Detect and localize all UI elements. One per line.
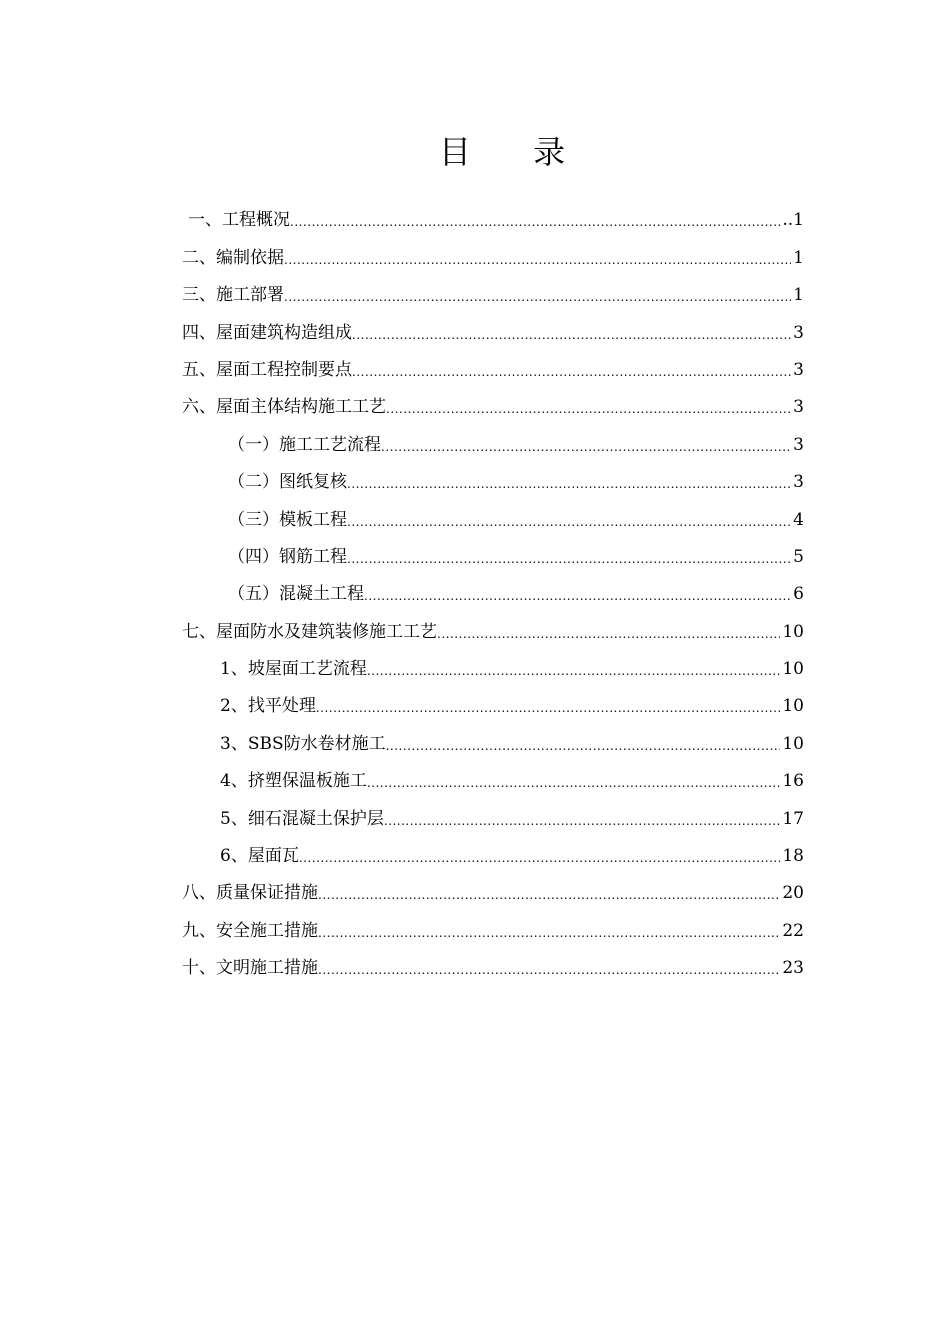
toc-entry-label: 六、屋面主体结构施工工艺: [182, 397, 386, 418]
toc-entry-label: 十、文明施工措施: [182, 958, 318, 979]
toc-entry-label: 三、施工部署: [182, 285, 284, 306]
toc-entry-page: 17: [782, 808, 804, 829]
toc-entry-label: 一、工程概况: [188, 210, 290, 231]
toc-leader-dots: [352, 320, 791, 350]
toc-leader-dots: [318, 880, 780, 910]
toc-entry-page: 1: [793, 247, 804, 268]
toc-entry-label: 4、挤塑保温板施工: [220, 771, 367, 792]
toc-entry-label: 五、屋面工程控制要点: [182, 359, 352, 380]
toc-entry-page: 10: [782, 733, 804, 754]
toc-leader-dots: [347, 469, 791, 499]
toc-entry-label: （一）施工工艺流程: [228, 434, 381, 455]
toc-entry[interactable]: [182, 202, 804, 239]
toc-leader-dots: [318, 955, 780, 985]
toc-leader-dots: [284, 282, 791, 312]
toc-entry-page: 22: [782, 920, 804, 941]
toc-entry-page: 3: [793, 322, 804, 343]
toc-entry-label: 3、SBS防水卷材施工: [220, 733, 386, 754]
toc-entry-page: 6: [793, 584, 804, 605]
toc-entry-page: 10: [782, 659, 804, 680]
toc-leader-dots: [347, 507, 791, 537]
toc-leader-dots: [299, 843, 781, 873]
toc-entry-page: ..1: [782, 210, 804, 231]
toc-entry-page: 4: [793, 509, 804, 530]
toc-entry-label: （二）图纸复核: [228, 472, 347, 493]
toc-entry-page: 16: [782, 771, 804, 792]
toc-leader-dots: [347, 544, 791, 574]
toc-subentry[interactable]: [182, 838, 804, 875]
toc-entry-label: （五）混凝土工程: [228, 584, 364, 605]
toc-entry-page: 5: [793, 546, 804, 567]
toc-leader-dots: [381, 432, 791, 462]
toc-entry-label: （四）钢筋工程: [228, 546, 347, 567]
toc-subentry[interactable]: [182, 725, 804, 762]
toc-leader-dots: [318, 918, 780, 948]
toc-entry-label: 5、细石混凝土保护层: [220, 808, 384, 829]
toc-entry[interactable]: [182, 875, 804, 912]
toc-leader-dots: [386, 731, 781, 761]
toc-entry-page: 3: [793, 397, 804, 418]
toc-entry-label: 6、屋面瓦: [220, 846, 299, 867]
toc-entry-label: 九、安全施工措施: [182, 920, 318, 941]
toc-subentry[interactable]: [182, 464, 804, 501]
toc-entry[interactable]: [182, 613, 804, 650]
toc-subentry[interactable]: [182, 651, 804, 688]
toc-entry-label: 八、质量保证措施: [182, 883, 318, 904]
toc-entry-label: 2、找平处理: [220, 696, 316, 717]
toc-entry-label: 四、屋面建筑构造组成: [182, 322, 352, 343]
toc-entry-label: 二、编制依据: [182, 247, 284, 268]
toc-entry[interactable]: [182, 314, 804, 351]
toc-leader-dots: [316, 693, 781, 723]
toc-subentry[interactable]: [182, 800, 804, 837]
toc-entry-page: 10: [782, 621, 804, 642]
toc-entry-page: 3: [793, 472, 804, 493]
toc-entry[interactable]: [182, 950, 804, 987]
toc-entry[interactable]: [182, 239, 804, 276]
toc-entry[interactable]: [182, 389, 804, 426]
toc-subentry[interactable]: [182, 426, 804, 463]
toc-entry-label: 七、屋面防水及建筑装修施工工艺: [182, 621, 437, 642]
toc-list: [182, 202, 804, 987]
toc-entry-page: 1: [793, 285, 804, 306]
toc-entry-label: 1、坡屋面工艺流程: [220, 659, 367, 680]
toc-leader-dots: [290, 207, 780, 237]
toc-subentry[interactable]: [182, 576, 804, 613]
toc-entry[interactable]: [182, 277, 804, 314]
toc-entry-page: 10: [782, 696, 804, 717]
toc-entry-label: （三）模板工程: [228, 509, 347, 530]
toc-subentry[interactable]: [182, 688, 804, 725]
toc-subentry[interactable]: [182, 763, 804, 800]
toc-title: 目 录: [438, 133, 592, 171]
toc-leader-dots: [364, 581, 791, 611]
toc-entry[interactable]: [182, 352, 804, 389]
toc-leader-dots: [437, 619, 780, 649]
toc-entry-page: 23: [782, 958, 804, 979]
toc-leader-dots: [284, 245, 791, 275]
toc-leader-dots: [352, 357, 791, 387]
toc-entry-page: 3: [793, 434, 804, 455]
toc-subentry[interactable]: [182, 501, 804, 538]
toc-entry-page: 20: [782, 883, 804, 904]
toc-leader-dots: [367, 768, 781, 798]
toc-leader-dots: [384, 806, 781, 836]
toc-entry-page: 18: [782, 846, 804, 867]
toc-leader-dots: [386, 394, 791, 424]
toc-leader-dots: [367, 656, 781, 686]
toc-entry[interactable]: [182, 912, 804, 949]
toc-subentry[interactable]: [182, 539, 804, 576]
toc-entry-page: 3: [793, 359, 804, 380]
